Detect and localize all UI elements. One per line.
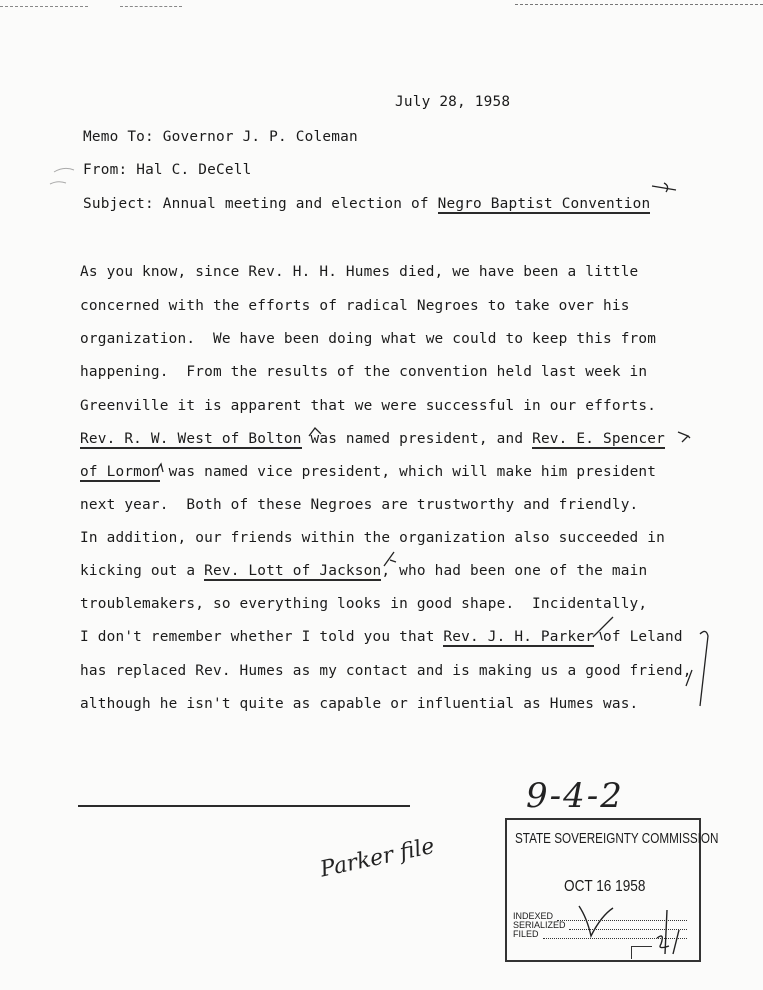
body-line-11: troublemakers, so everything looks in good shape. Incidentally, — [80, 596, 648, 612]
body-text: kicking out a — [80, 563, 205, 579]
memo-from-value: Hal C. DeCell — [136, 162, 252, 178]
commission-stamp — [505, 818, 719, 962]
body-line-8: next year. Both of these Negroes are trustworthy and friendly. — [80, 497, 639, 513]
stamp-initials — [507, 820, 699, 960]
smudge-mark — [50, 168, 74, 184]
underlined-name: Rev. J. H. Parker — [443, 629, 595, 645]
body-text: of Leland — [594, 629, 683, 645]
body-line-2: concerned with the efforts of radical Negroes to take over his — [80, 298, 630, 314]
body-line-5: Greenville it is apparent that we were successful in our efforts. — [80, 398, 657, 414]
memo-date: July 28, 1958 — [395, 94, 511, 110]
underlined-name: Rev. R. W. West of Bolton — [80, 431, 302, 447]
body-text: was named president, and — [301, 431, 533, 447]
handwritten-file-number: 9-4-2 — [526, 776, 624, 816]
stamp-date: OCT 16 1958 — [564, 878, 646, 895]
stamp-filed: FILED — [513, 929, 539, 939]
body-text: was named vice president, which will make him president — [159, 464, 657, 480]
memo-from-label: From: — [83, 162, 128, 178]
memo-to-value: Governor J. P. Coleman — [162, 129, 358, 145]
checkmark-icon — [309, 428, 321, 436]
body-line-1: As you know, since Rev. H. H. Humes died, we have been a little — [80, 264, 639, 280]
memo-subject-label: Subject: — [83, 196, 154, 212]
body-text: , who had been one of the main — [381, 563, 648, 579]
body-line-14: although he isn't quite as capable or influential as Humes was. — [80, 696, 639, 712]
body-line-4: happening. From the results of the convention held last week in — [80, 364, 648, 380]
underlined-name: of Lormon — [80, 464, 160, 480]
checkmark-icon — [678, 432, 690, 442]
checkmark-icon — [157, 464, 163, 472]
stamp-serialized: SERIALIZED — [513, 920, 566, 930]
stamp-indexed: INDEXED — [513, 911, 554, 921]
underlined-name: Rev. E. Spencer — [532, 431, 666, 447]
stamp-title: STATE SOVEREIGNTY COMMISSION — [515, 830, 719, 847]
body-line-13: has replaced Rev. Humes as my contact and is making us a good friend, — [80, 663, 692, 679]
checkmark-icon — [686, 670, 692, 686]
margin-bracket — [700, 631, 708, 706]
body-line-3: organization. We have been doing what we could to keep this from — [80, 331, 657, 347]
checkmark-icon — [384, 552, 396, 566]
underlined-name: Rev. Lott of Jackson — [204, 563, 382, 579]
memo-to-label: Memo To: — [83, 129, 154, 145]
body-line-9: In addition, our friends within the organization also succeeded in — [80, 530, 666, 546]
memo-subject-text: Annual meeting and election of — [162, 196, 429, 212]
handwritten-note: Parker file — [318, 833, 437, 883]
checkmark-icon — [593, 617, 613, 640]
body-text: I don't remember whether I told you that — [80, 629, 444, 645]
signature-rule — [78, 805, 410, 807]
memo-subject-underlined: Negro Baptist Convention — [437, 196, 651, 212]
checkmark-icon — [652, 183, 676, 192]
